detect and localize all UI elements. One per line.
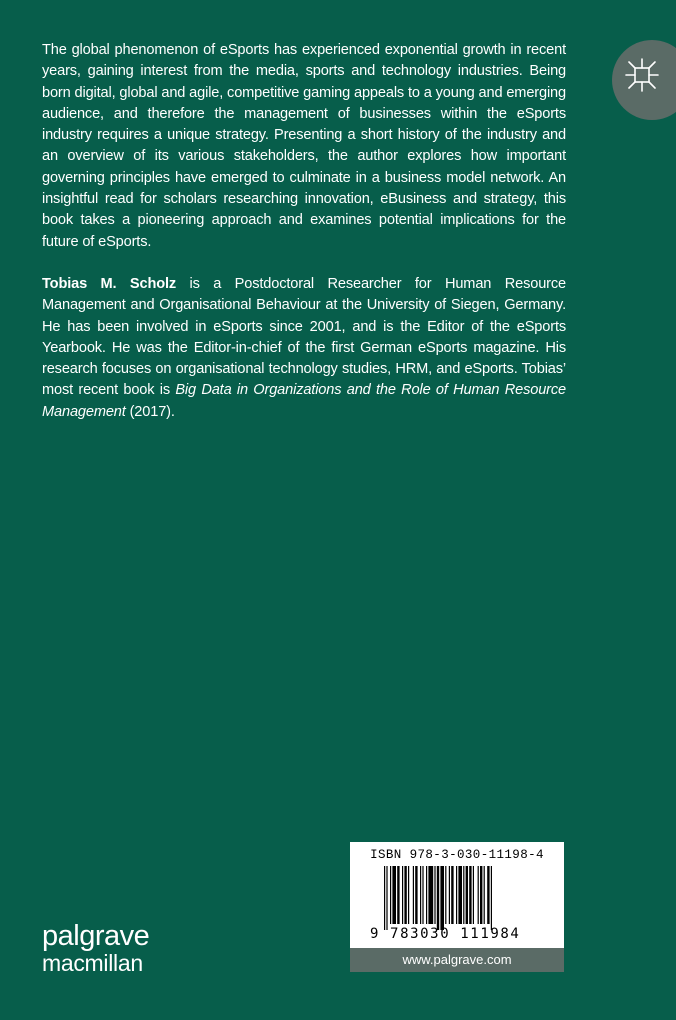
- barcode-bar: [449, 866, 450, 924]
- barcode-bar: [466, 866, 468, 924]
- barcode-bar: [480, 866, 482, 924]
- publisher-logo: [42, 922, 149, 975]
- barcode-bar: [437, 866, 439, 930]
- barcode-bar: [415, 866, 417, 924]
- barcode-bar: [445, 866, 446, 924]
- barcode-bar: [440, 866, 444, 930]
- barcode-bar: [386, 866, 387, 930]
- barcode-bar: [463, 866, 464, 924]
- barcode-bar: [413, 866, 414, 924]
- barcode-bar: [478, 866, 479, 924]
- palgrave-star-icon: [624, 57, 660, 93]
- barcode-bar: [426, 866, 427, 924]
- barcode-bar: [408, 866, 409, 924]
- barcode-bar: [404, 866, 406, 924]
- barcode-bar: [428, 866, 433, 924]
- barcode-bar: [456, 866, 457, 924]
- recent-book-title: Big Data in Organizations and the Role of Human Resource Management: [42, 382, 566, 420]
- barcode-bar: [487, 866, 489, 924]
- publisher-url: www.palgrave.com: [350, 948, 564, 972]
- barcode-bar: [451, 866, 453, 924]
- barcode-bars: [384, 866, 534, 930]
- barcode-bar: [384, 866, 385, 930]
- publisher-badge: [612, 40, 676, 120]
- barcode-bar: [434, 866, 435, 924]
- barcode-bar: [397, 866, 399, 924]
- isbn-barcode: [350, 842, 564, 948]
- author-bio: [42, 274, 566, 423]
- barcode-bar: [422, 866, 423, 924]
- barcode-bar: [390, 866, 391, 924]
- barcode-bar: [469, 866, 471, 924]
- isbn-label: ISBN 978-3-030-11198-4: [370, 848, 544, 862]
- barcode-bar: [458, 866, 462, 924]
- author-name: Tobias M. Scholz: [42, 275, 177, 292]
- logo-line-palgrave: palgrave: [42, 920, 150, 952]
- blurb-paragraph: The global phenomenon of eSports has experienced exponential growth in recent years, gaining interest from the media, sports and technology industries. Being born digital, global and agile, competitive gaming appeals to a young and emerging audience, and therefore the management of businesses within the eSports industry requires a unique strategy. Presenting a short history of the industry and an overview of its various stakeholders, the author explores how important governing principles have emerged to culminate in a business model network. An insightful read for scholars researching innovation, eBusiness and strategy, this book takes a pioneering approach and examines potential implications for the future of eSports.: [42, 42, 566, 250]
- barcode-bar: [473, 866, 474, 924]
- author-bio-year: (2017).: [125, 403, 175, 420]
- author-bio-text: is a Postdoctoral Researcher for Human Resource Management and Organisational Behaviour at the University of Siegen, Germany. He has been involved in eSports since 2001, and is the Editor of the eSports Yearbook. He was the Editor-in-chief of the first German eSports magazine. His research focuses on organisational technology studies, HRM, and eSports. Tobias’ most recent book is: [42, 275, 566, 399]
- barcode-bar: [420, 866, 421, 924]
- barcode-bar: [402, 866, 403, 924]
- barcode-digits: 9 783030 111984: [370, 926, 521, 942]
- barcode-bar: [392, 866, 396, 924]
- barcode-bar: [484, 866, 485, 924]
- barcode-bar: [491, 866, 492, 930]
- cover-text: [42, 40, 566, 423]
- logo-line-macmillan: macmillan: [42, 950, 143, 976]
